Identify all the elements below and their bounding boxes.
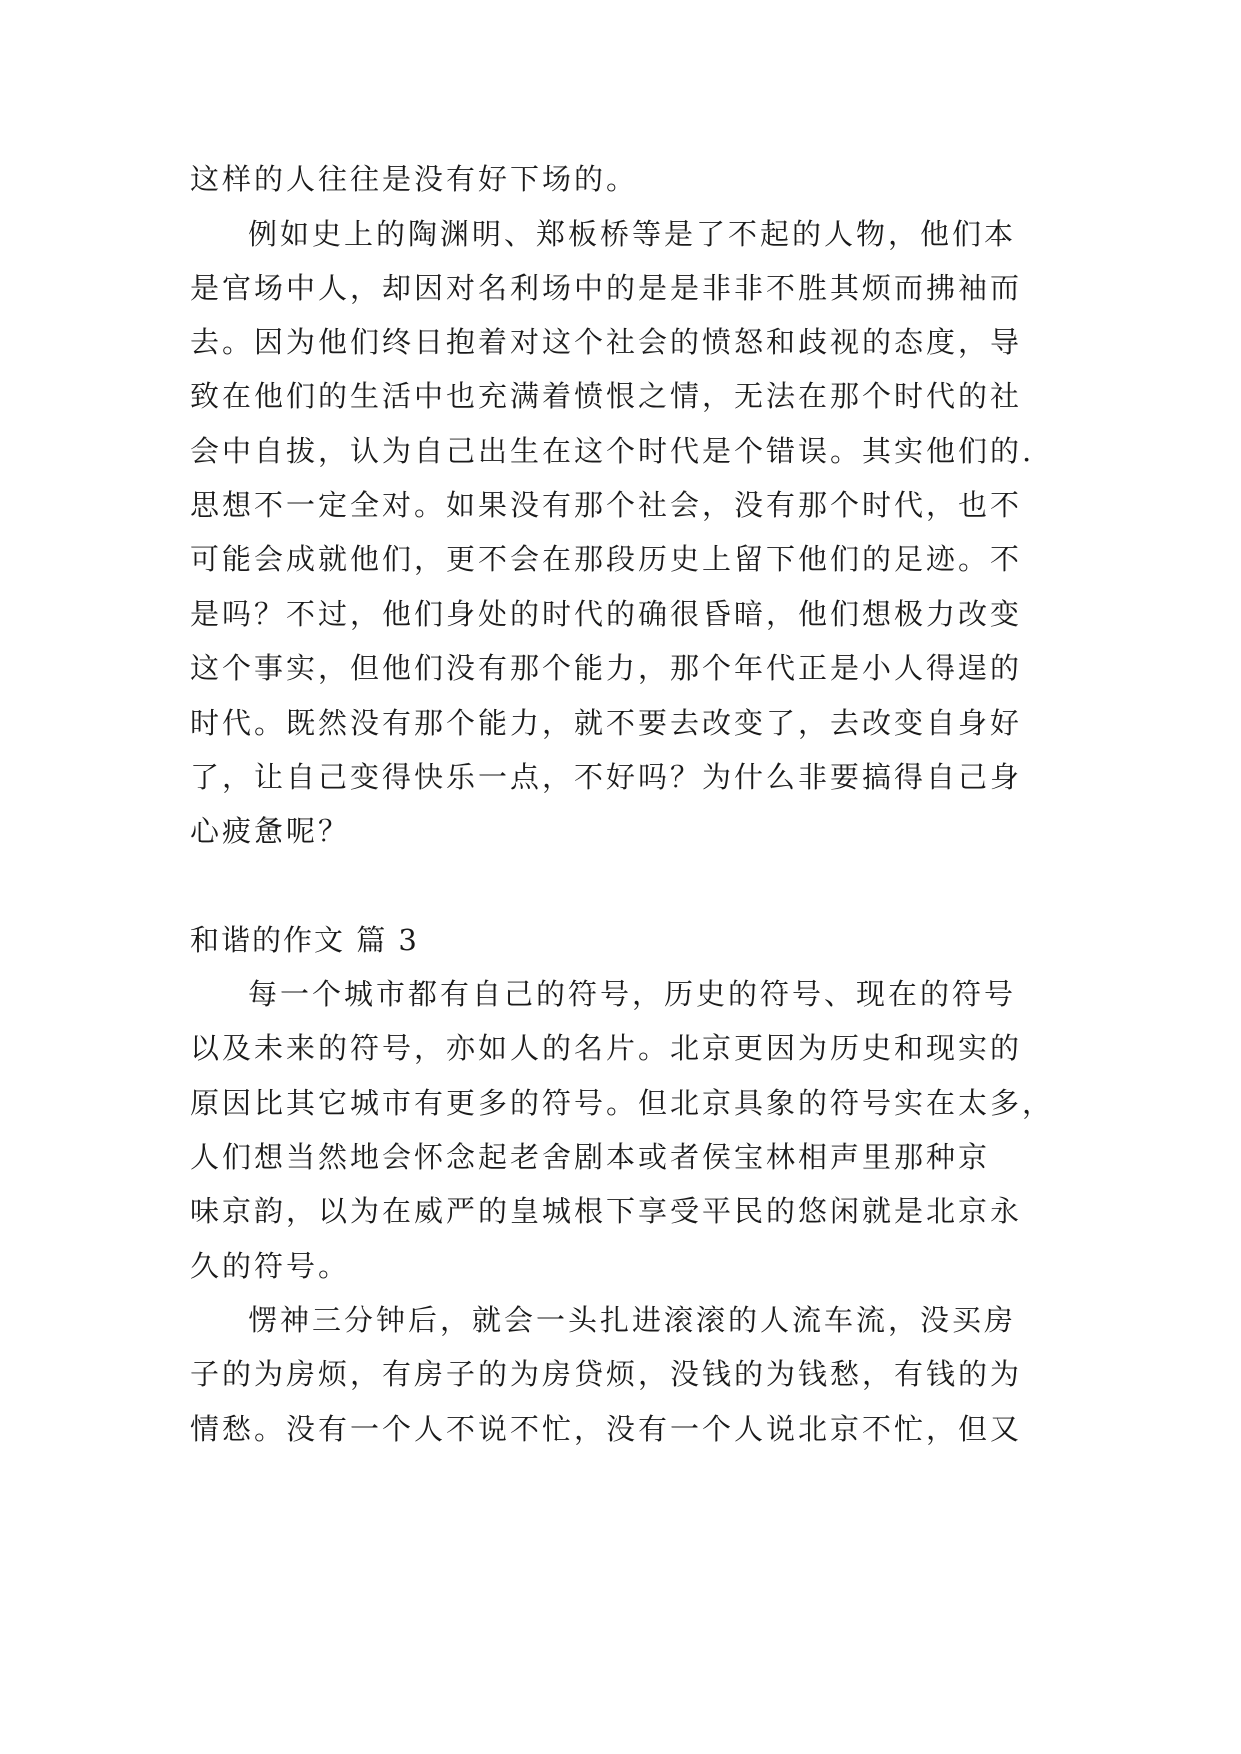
text-line: 心疲惫呢？	[190, 814, 351, 848]
section-heading: 和谐的作文 篇 3	[190, 923, 419, 957]
paragraph-first-line: 例如史上的陶渊明、郑板桥等是了不起的人物，他们本	[248, 217, 1017, 251]
text-line: 可能会成就他们，更不会在那段历史上留下他们的足迹。不	[190, 542, 1023, 576]
text-line: 了，让自己变得快乐一点，不好吗？为什么非要搞得自己身	[190, 760, 1023, 794]
text-line: 情愁。没有一个人不说不忙，没有一个人说北京不忙，但又	[190, 1412, 1023, 1446]
paragraph-first-line: 愣神三分钟后，就会一头扎进滚滚的人流车流，没买房	[248, 1303, 1017, 1337]
text-line: 这样的人往往是没有好下场的。	[190, 162, 639, 196]
text-line: 子的为房烦，有房子的为房贷烦，没钱的为钱愁，有钱的为	[190, 1357, 1023, 1391]
text-line: 是吗？不过，他们身处的时代的确很昏暗，他们想极力改变	[190, 597, 1023, 631]
paragraph-first-line: 每一个城市都有自己的符号，历史的符号、现在的符号	[248, 977, 1017, 1011]
text-line: 人们想当然地会怀念起老舍剧本或者侯宝林相声里那种京	[190, 1140, 991, 1174]
text-line: 这个事实，但他们没有那个能力，那个年代正是小人得逞的	[190, 651, 1023, 685]
text-line: 会中自拔，认为自己出生在这个时代是个错误。其实他们的.	[190, 434, 1035, 468]
text-line: 去。因为他们终日抱着对这个社会的愤怒和歧视的态度，导	[190, 325, 1023, 359]
text-line: 思想不一定全对。如果没有那个社会，没有那个时代，也不	[190, 488, 1023, 522]
text-line: 时代。既然没有那个能力，就不要去改变了，去改变自身好	[190, 706, 1023, 740]
text-line: 以及未来的符号，亦如人的名片。北京更因为历史和现实的	[190, 1031, 1023, 1065]
text-line: 致在他们的生活中也充满着愤恨之情，无法在那个时代的社	[190, 379, 1023, 413]
text-line: 是官场中人，却因对名利场中的是是非非不胜其烦而拂袖而	[190, 271, 1023, 305]
text-line: 原因比其它城市有更多的符号。但北京具象的符号实在太多，	[190, 1086, 1055, 1120]
text-line: 久的符号。	[190, 1249, 351, 1283]
text-line: 味京韵，以为在威严的皇城根下享受平民的悠闲就是北京永	[190, 1194, 1023, 1228]
